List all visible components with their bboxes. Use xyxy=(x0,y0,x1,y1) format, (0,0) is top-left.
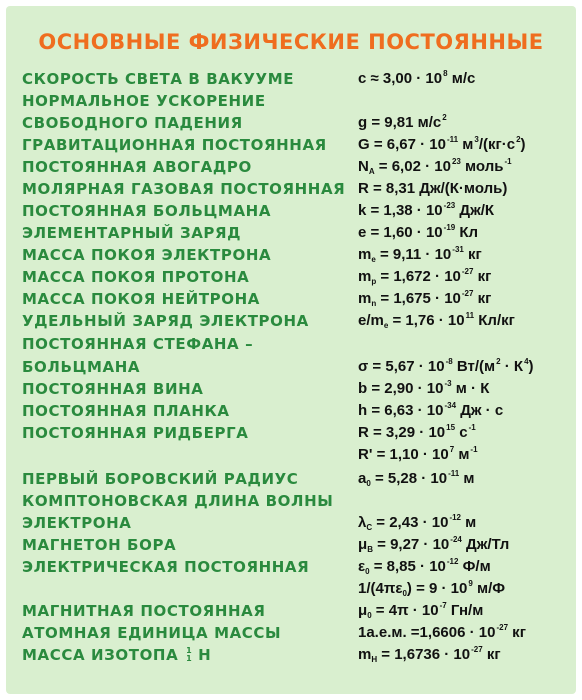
row-bohr-radius xyxy=(6,468,576,490)
row-compton-2 xyxy=(6,512,576,534)
constant-value: $m_n = 1,675 \cdot 10^{-27}$ кг xyxy=(358,289,492,308)
constant-name: КОМПТОНОВСКАЯ ДЛИНА ВОЛНЫ xyxy=(22,492,334,510)
constant-name: ПОСТОЯННАЯ РИДБЕРГА xyxy=(22,424,249,442)
constant-name: МАССА ПОКОЯ ЭЛЕКТРОНА xyxy=(22,246,272,264)
row-boltzmann xyxy=(6,200,576,222)
constant-value: $\lambda_C = 2,43 \cdot 10^{-12}$ м xyxy=(358,513,477,532)
constants-poster xyxy=(6,6,576,694)
constant-name: БОЛЬЦМАНА xyxy=(22,358,141,376)
row-atomic-mass-unit xyxy=(6,622,576,644)
row-stefan-boltzmann-2 xyxy=(6,356,576,378)
row-gas-constant xyxy=(6,178,576,200)
poster-title: ОСНОВНЫЕ ФИЗИЧЕСКИЕ ПОСТОЯННЫЕ xyxy=(38,30,544,54)
constant-name: ЭЛЕМЕНТАРНЫЙ ЗАРЯД xyxy=(22,224,242,242)
constant-name: ЭЛЕКТРИЧЕСКАЯ ПОСТОЯННАЯ xyxy=(22,558,310,576)
row-wien xyxy=(6,378,576,400)
constant-value: $c \approx 3,00 \cdot 10^8$ м/с xyxy=(358,69,476,87)
constant-value: 1а.е.м. $=1,6606 \cdot 10^{-27}$ кг xyxy=(358,623,526,641)
constant-value: $e/m_e = 1,76 \cdot 10^{11}$ Кл/кг xyxy=(358,311,515,330)
row-gravity-acceleration-1 xyxy=(6,90,576,112)
row-proton-mass xyxy=(6,266,576,288)
row-magnetic-constant xyxy=(6,600,576,622)
constant-name: СВОБОДНОГО ПАДЕНИЯ xyxy=(22,114,243,132)
constant-name: МАССА ПОКОЯ НЕЙТРОНА xyxy=(22,290,260,308)
row-gravitational-constant xyxy=(6,134,576,156)
row-planck xyxy=(6,400,576,422)
constant-name: СКОРОСТЬ СВЕТА В ВАКУУМЕ xyxy=(22,70,295,88)
constant-value: $k = 1,38 \cdot 10^{-23}$ Дж/К xyxy=(358,201,495,219)
constant-value: $\mu_0 = 4\pi \cdot 10^{-7}$ Гн/м xyxy=(358,601,484,620)
row-stefan-boltzmann-1 xyxy=(6,333,576,355)
constant-value: $G = 6,67 \cdot 10^{-11}$ $м^3/(кг\cdot с^2)$ xyxy=(358,135,526,153)
constant-name: ПОСТОЯННАЯ СТЕФАНА – xyxy=(22,335,254,353)
constant-name: ПЕРВЫЙ БОРОВСКИЙ РАДИУС xyxy=(22,470,299,488)
row-gravity-acceleration-2 xyxy=(6,112,576,134)
constant-value: g = 9,81 $м/с^2$ xyxy=(358,113,447,131)
constant-value: $R = 3,29 \cdot 10^{15}$ $с^{-1}$ xyxy=(358,423,476,441)
constant-value: $a_0 = 5,28 \cdot 10^{-11}$ м xyxy=(358,469,475,488)
constant-name: МАГНЕТОН БОРА xyxy=(22,536,177,554)
constant-value: $\mu_B = 9,27 \cdot 10^{-24}$ Дж/Тл xyxy=(358,535,510,554)
row-electric-constant xyxy=(6,556,576,578)
row-neutron-mass xyxy=(6,288,576,310)
row-electron-mass xyxy=(6,244,576,266)
constant-value: $\sigma = 5,67 \cdot 10^{-8}$ $Вт/(м^2 \cdot К^4)$ xyxy=(358,357,534,375)
constant-name: ПОСТОЯННАЯ ПЛАНКА xyxy=(22,402,230,420)
row-rydberg xyxy=(6,422,576,444)
constant-value: $\varepsilon_0 = 8,85 \cdot 10^{-12}$ Ф/м xyxy=(358,557,491,576)
constant-name: ПОСТОЯННАЯ ВИНА xyxy=(22,380,204,398)
constant-name: МАГНИТНАЯ ПОСТОЯННАЯ xyxy=(22,602,266,620)
isotope-notation: 1 1 xyxy=(186,646,193,663)
constant-name: АТОМНАЯ ЕДИНИЦА МАССЫ xyxy=(22,624,282,642)
constant-value: $m_e = 9,11 \cdot 10^{-31}$ кг xyxy=(358,245,482,264)
row-rydberg-alt xyxy=(6,444,576,466)
constant-value: R = 8,31 Дж/(К·моль) xyxy=(358,180,508,197)
constant-value: $e = 1,60 \cdot 10^{-19}$ Кл xyxy=(358,223,479,241)
row-coulomb-constant xyxy=(6,578,576,600)
constant-name: МАССА ИЗОТОПА 1 1 Н xyxy=(22,646,212,664)
row-elementary-charge xyxy=(6,222,576,244)
constant-value: $1/(4\pi\varepsilon_0) = 9 \cdot 10^9$ м/Ф xyxy=(358,579,506,598)
constant-name: УДЕЛЬНЫЙ ЗАРЯД ЭЛЕКТРОНА xyxy=(22,312,309,330)
row-specific-charge xyxy=(6,310,576,332)
constant-name: ГРАВИТАЦИОННАЯ ПОСТОЯННАЯ xyxy=(22,136,327,154)
constant-name: ЭЛЕКТРОНА xyxy=(22,514,132,532)
constant-value: $R' = 1,10 \cdot 10^7$ $м^{-1}$ xyxy=(358,445,478,463)
row-hydrogen-mass xyxy=(6,644,576,666)
row-speed-of-light xyxy=(6,68,576,90)
constant-name: НОРМАЛЬНОЕ УСКОРЕНИЕ xyxy=(22,92,266,110)
constant-value: $m_H = 1,6736 \cdot 10^{-27}$ кг xyxy=(358,645,501,664)
constant-name: ПОСТОЯННАЯ БОЛЬЦМАНА xyxy=(22,202,272,220)
constant-value: $b = 2,90 \cdot 10^{-3}$ м · К xyxy=(358,379,490,397)
constant-value: $N_A = 6,02 \cdot 10^{23}$ моль$^{-1}$ xyxy=(358,157,512,176)
constant-name: ПОСТОЯННАЯ АВОГАДРО xyxy=(22,158,252,176)
row-avogadro xyxy=(6,156,576,178)
constant-value: $m_p = 1,672 \cdot 10^{-27}$ кг xyxy=(358,267,492,286)
row-compton-1 xyxy=(6,490,576,512)
constant-value: $h = 6,63 \cdot 10^{-34}$ Дж · с xyxy=(358,401,504,419)
constant-name: МОЛЯРНАЯ ГАЗОВАЯ ПОСТОЯННАЯ xyxy=(22,180,346,198)
constant-name: МАССА ПОКОЯ ПРОТОНА xyxy=(22,268,250,286)
row-bohr-magneton xyxy=(6,534,576,556)
